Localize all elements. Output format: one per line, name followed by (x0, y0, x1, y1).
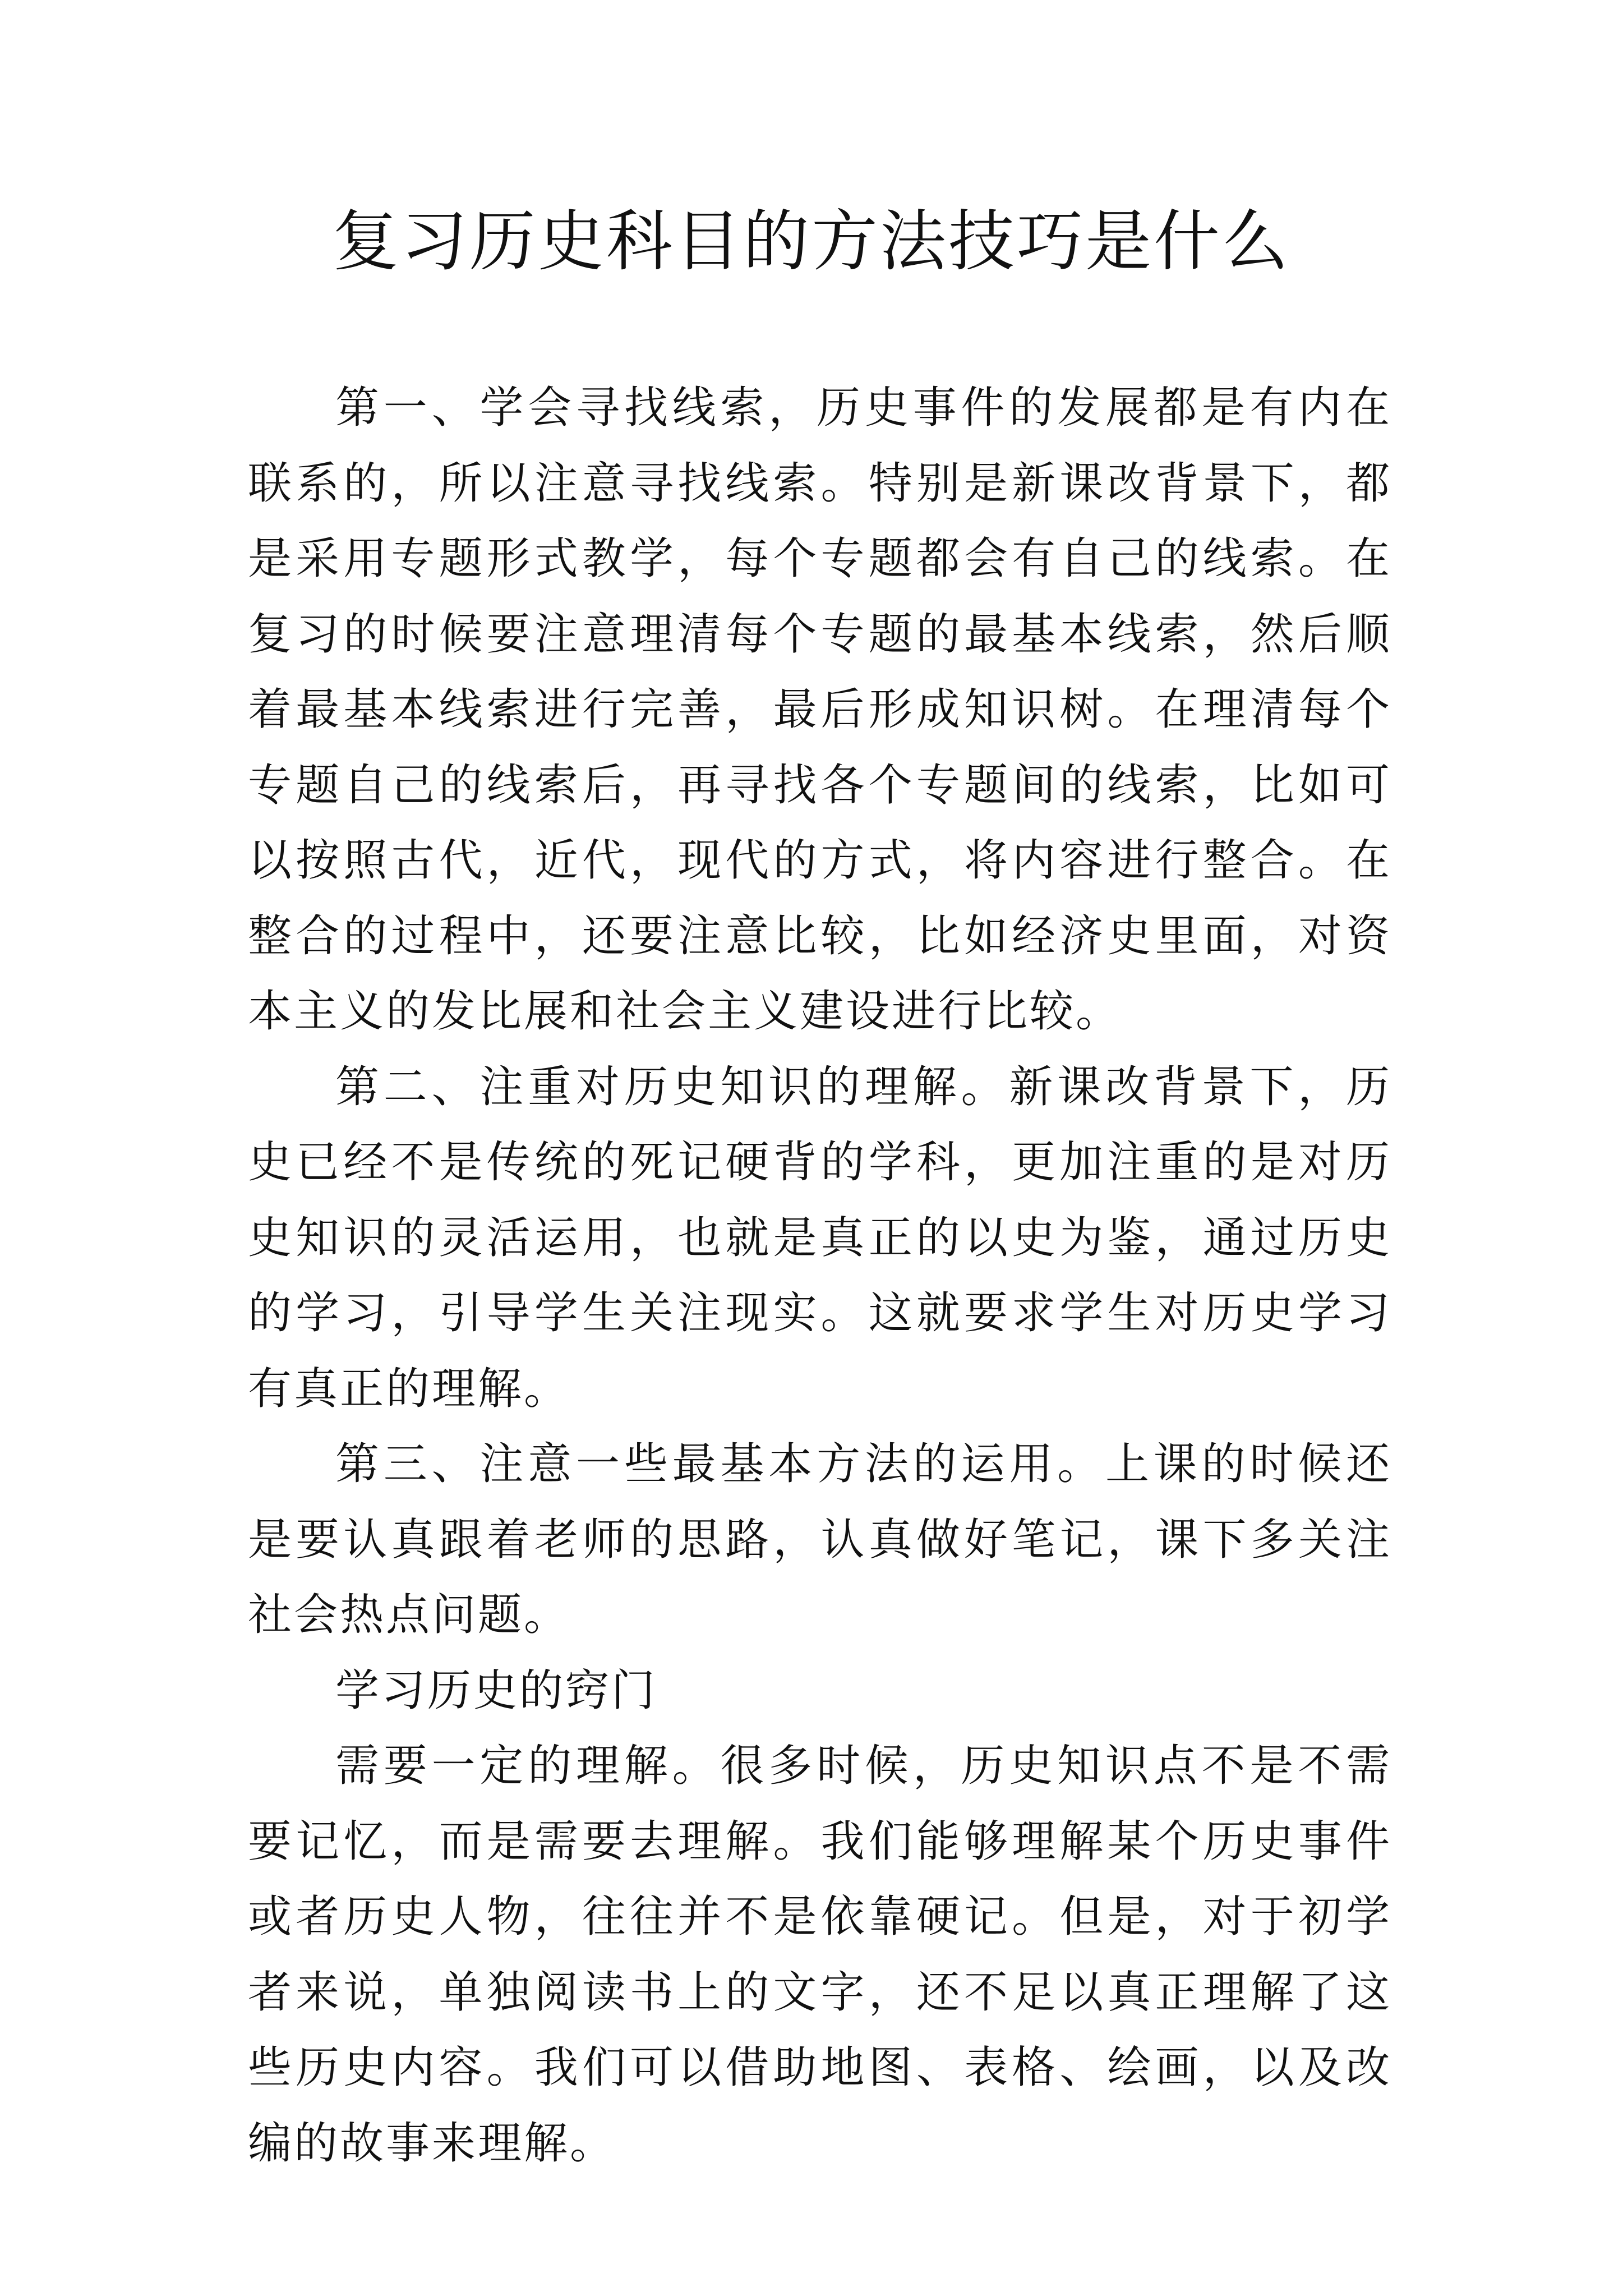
document-body (248, 370, 1392, 2181)
paragraph-method-one: 第一、学会寻找线索，历史事件的发展都是有内在联系的，所以注意寻找线索。特别是新课改背景下，都是采用专题形式教学，每个专题都会有自己的线索。在复习的时候要注意理清每个专题的最基本线索，然后顺着最基本线索进行完善，最后形成知识树。在理清每个专题自己的线索后，再寻找各个专题间的线索，比如可以按照古代，近代，现代的方式，将内容进行整合。在整合的过程中，还要注意比较，比如经济史里面，对资本主义的发比展和社会主义建设进行比较。 (248, 383, 1392, 1037)
section-heading-tips: 学习历史的窍门 (335, 1665, 658, 1716)
paragraph-understanding: 需要一定的理解。很多时候，历史知识点不是不需要记忆，而是需要去理解。我们能够理解某个历史事件或者历史人物，往往并不是依靠硬记。但是，对于初学者来说，单独阅读书上的文字，还不足以真正理解了这些历史内容。我们可以借助地图、表格、绘画，以及改编的故事来理解。 (248, 1741, 1392, 2169)
paragraph-method-two: 第二、注重对历史知识的理解。新课改背景下，历史已经不是传统的死记硬背的学科，更加注重的是对历史知识的灵活运用，也就是真正的以史为鉴，通过历史的学习，引导学生关注现实。这就要求学生对历史学习有真正的理解。 (248, 1061, 1392, 1414)
document-title: 复习历史科目的方法技巧是什么 (332, 203, 1290, 280)
paragraph-method-three: 第三、注意一些最基本方法的运用。上课的时候还是要认真跟着老师的思路，认真做好笔记，课下多关注社会热点问题。 (248, 1439, 1392, 1640)
